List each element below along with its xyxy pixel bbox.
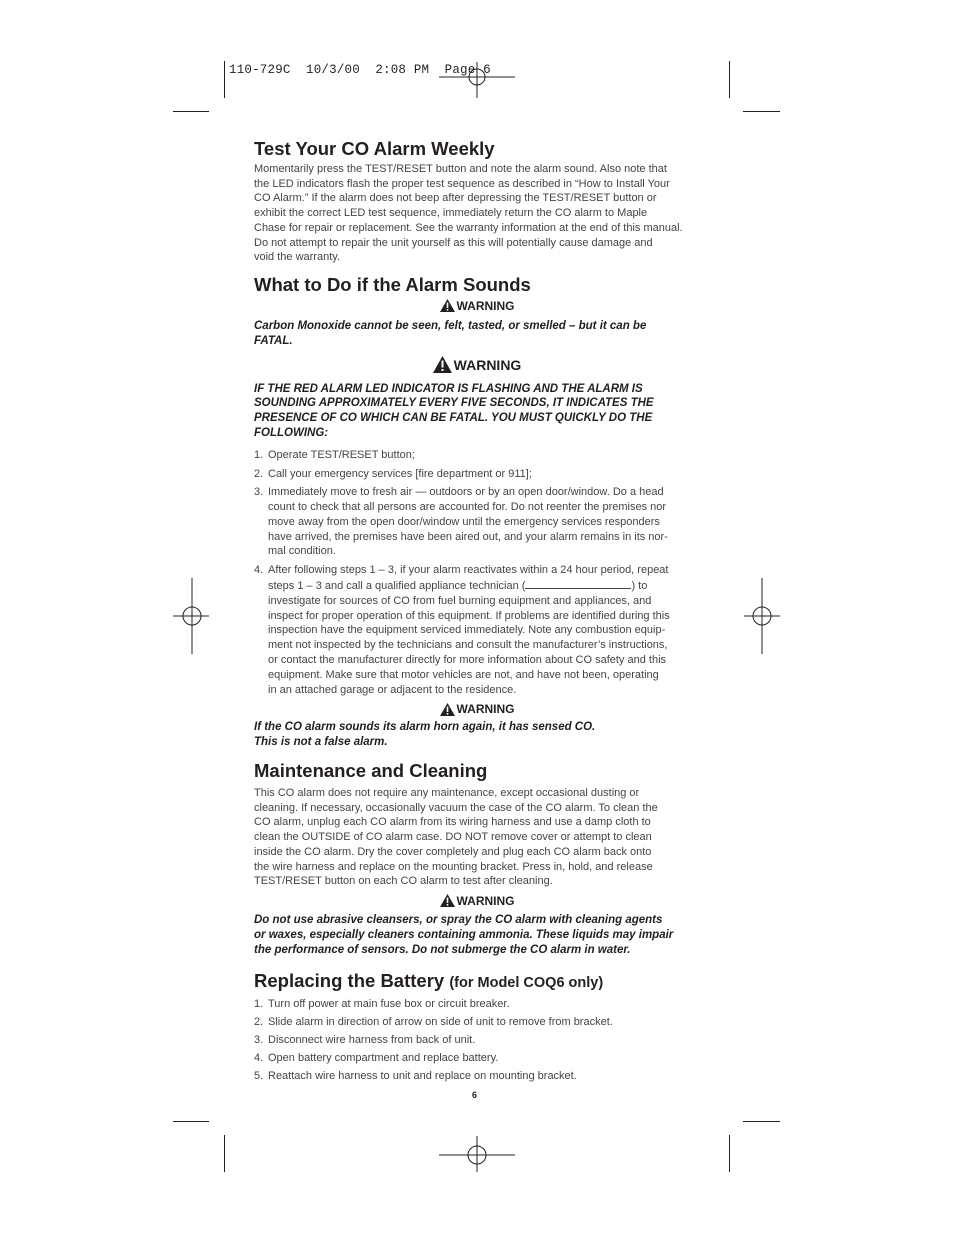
text-line: TEST/RESET button on each CO alarm to test after cleaning. [254,875,553,888]
text-line: cleaning. If necessary, occasionally vacuum the case of the CO alarm. To clean the [254,801,658,814]
warning-label: WARNING [254,701,700,717]
list-item: 3. Disconnect wire harness from back of unit. [254,1033,476,1046]
list-item: 1. Turn off power at main fuse box or circuit breaker. [254,998,510,1011]
list-item: 3. Immediately move to fresh air — outdoors or by an open door/window. Do a head count to check that all persons are accounted for. Do not reenter the premises nor move away from the open door/window until the emergency services responders have arrived, the premises have been aired out, and your alarm remains in its nor- mal condition. [254,486,668,558]
battery-steps-list [254,997,700,1083]
section-heading-test: Test Your CO Alarm Weekly [254,138,495,159]
warning-triangle-icon [440,894,455,907]
text-line: void the warranty. [254,251,341,264]
registration-mark-bottom [439,1136,515,1172]
page-number: 6 [472,1090,478,1100]
text-line: Do not use abrasive cleansers, or spray the CO alarm with cleaning agents [254,913,663,926]
list-item: 5. Reattach wire harness to unit and replace on mounting bracket. [254,1069,577,1082]
warning-label: WARNING [254,893,700,909]
warning-text [254,720,700,750]
crop-mark [729,1135,730,1172]
text-line: Chase for repair or replacement. See the warranty information at the end of this manual. [254,221,683,234]
warning-text [254,382,700,441]
text-line: SOUNDING APPROXIMATELY EVERY FIVE SECONDS, IT INDICATES THE [254,397,654,410]
text-line: or waxes, especially cleaners containing ammonia. These liquids may impair [254,928,674,941]
section-heading-battery: Replacing the Battery (for Model COQ6 only) [254,970,604,992]
maintenance-paragraph [254,786,700,889]
warning-triangle-icon [440,703,455,716]
warning-text [254,319,700,349]
crop-mark [729,61,730,98]
registration-mark-right [744,578,780,654]
section-subheading: (for Model COQ6 only) [449,975,604,992]
test-paragraph [254,162,700,265]
warning-label: WARNING [254,298,700,314]
crop-mark [224,61,225,98]
text-line: PRESENCE OF CO WHICH CAN BE FATAL. YOU MUST QUICKLY DO THE [254,412,653,425]
text-line: CO alarm, unplug each CO alarm from its wiring harness and use a damp cloth to [254,816,651,829]
text-line: the performance of sensors. Do not submerge the CO alarm in water. [254,943,631,956]
crop-mark [173,111,209,112]
list-item: 1. Operate TEST/RESET button; [254,448,415,461]
text-line: IF THE RED ALARM LED INDICATOR IS FLASHING AND THE ALARM IS [254,382,643,395]
crop-mark [743,111,780,112]
text-line: If the CO alarm sounds its alarm horn again, it has sensed CO. [254,721,596,734]
text-line: Do not attempt to repair the unit yourself as this will potentially cause damage and [254,236,653,249]
text-line: Carbon Monoxide cannot be seen, felt, tasted, or smelled – but it can be [254,319,647,332]
warning-label: WARNING [254,355,700,375]
warning-text [254,913,700,957]
emergency-steps-list [254,448,700,698]
text-line: exhibit the correct LED test sequence, immediately return the CO alarm to Maple [254,207,648,220]
list-item: 4. Open battery compartment and replace battery. [254,1051,499,1064]
list-item: 2. Slide alarm in direction of arrow on side of unit to remove from bracket. [254,1016,613,1029]
section-heading-maintenance: Maintenance and Cleaning [254,760,488,782]
list-item: 2. Call your emergency services [fire department or 911]; [254,467,532,480]
page-content [254,138,700,1083]
technician-blank-line [525,578,631,589]
list-item: 4. After following steps 1 – 3, if your alarm reactivates within a 24 hour period, repeat steps 1 – 3 and call a qualified appliance technician ( ) to investigate for sources of CO from fuel burning equipment and appliances, and inspect for proper operation of this equipment. If problems are identified during this inspection have the equipment serviced immediately. Note any combustion equip- ment not inspected by the technicians and consult the manufacturer’s instructions, or contact the manufacturer directly for more information about CO safety and this equipment. Make sure that motor vehicles are not, and have not been, operating in an attached garage or adjacent to the residence. [254,564,670,696]
text-line: the wire harness and replace on the mounting bracket. Press in, hold, and release [254,860,653,873]
section-heading-alarm-sounds: What to Do if the Alarm Sounds [254,273,531,295]
text-line: the LED indicators flash the proper test sequence as described in “How to Install Your [254,177,670,190]
text-line: This CO alarm does not require any maintenance, except occasional dusting or [254,787,640,800]
registration-mark-left [173,578,209,654]
crop-mark [173,1121,209,1122]
text-line: Momentarily press the TEST/RESET button and note the alarm sound. Also note that [254,163,667,175]
warning-triangle-icon [433,356,452,373]
text-line: FOLLOWING: [254,426,329,439]
printer-slug: 110-729C 10/3/00 2:08 PM Page 6 [229,63,491,77]
text-line: clean the OUTSIDE of CO alarm case. DO NOT remove cover or attempt to clean [254,831,652,844]
text-line: FATAL. [254,334,293,347]
registration-mark-top [439,62,515,98]
crop-mark [224,1135,225,1172]
text-line: This is not a false alarm. [254,736,388,749]
crop-mark [743,1121,780,1122]
warning-triangle-icon [440,299,455,312]
text-line: inside the CO alarm. Dry the cover completely and plug each CO alarm back onto [254,845,652,858]
text-line: CO Alarm.” If the alarm does not beep after depressing the TEST/RESET button or [254,192,657,205]
